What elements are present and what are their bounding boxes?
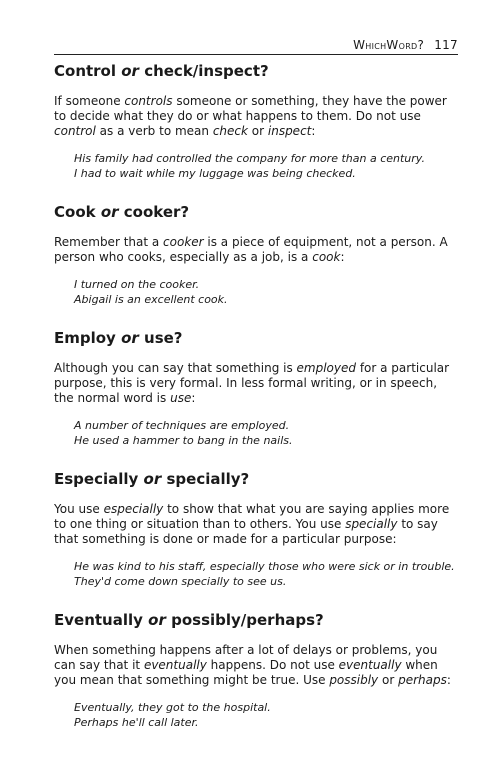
heading-word-a: Especially: [54, 470, 139, 488]
emphasized-word: possibly: [329, 673, 379, 687]
text-run: or: [378, 673, 399, 687]
emphasized-word: control: [54, 124, 96, 138]
entries-list: [54, 62, 458, 752]
example-sentence: He was kind to his staff, especially those who were sick or in trouble.: [74, 560, 455, 573]
text-run: :: [191, 391, 196, 405]
example-sentence: I turned on the cooker.: [74, 278, 200, 291]
usage-entry: [54, 203, 458, 307]
text-run: If someone: [54, 94, 125, 108]
example-sentence: He used a hammer to bang in the nails.: [74, 434, 293, 447]
text-run: happens. Do not use: [206, 658, 339, 672]
entry-explanation: [54, 643, 458, 688]
heading-word-a: Cook: [54, 203, 96, 221]
text-run: to say that something is done or made for a particular purpose:: [54, 517, 438, 546]
emphasized-word: cooker: [163, 235, 204, 249]
heading-or: or: [121, 62, 139, 80]
text-run: to show that what you are saying applies more to one thing or situation than to others. You use: [54, 502, 450, 531]
emphasized-word: cook: [312, 250, 341, 264]
text-run: when you mean that something might be true. Use: [54, 658, 438, 687]
entry-heading: [54, 203, 458, 221]
heading-or: or: [143, 470, 162, 488]
example-sentences: [74, 277, 458, 307]
usage-entry: [54, 611, 458, 730]
text-run: for a particular purpose, this is very formal. In less formal writing, or in speech, the normal word is: [54, 361, 450, 405]
text-run: :: [340, 250, 345, 264]
heading-word-a: Eventually: [54, 611, 143, 629]
example-sentence: His family had controlled the company for more than a century.: [74, 152, 425, 165]
heading-or: or: [100, 203, 119, 221]
heading-word-a: Employ: [54, 329, 116, 347]
example-sentence: Eventually, they got to the hospital.: [74, 701, 271, 714]
text-run: :: [311, 124, 316, 138]
emphasized-word: eventually: [338, 658, 402, 672]
entry-explanation: [54, 502, 458, 547]
example-sentence: A number of techniques are employed.: [74, 419, 290, 432]
page-number: 117: [434, 38, 458, 52]
text-run: someone or something, they have the power to decide what they do or what happens to them. Do not use: [54, 94, 447, 123]
entry-heading: [54, 611, 458, 629]
example-sentence: I had to wait while my luggage was being checked.: [74, 167, 356, 180]
emphasized-word: specially: [345, 517, 398, 531]
text-run: Although you can say that something is: [54, 361, 297, 375]
text-run: :: [446, 673, 451, 687]
entry-heading: [54, 470, 458, 488]
emphasized-word: use: [170, 391, 192, 405]
running-title: WhichWord?: [353, 38, 425, 52]
entry-heading: [54, 329, 458, 347]
text-run: You use: [54, 502, 104, 516]
running-header: [54, 34, 458, 55]
usage-entry: [54, 62, 458, 181]
heading-word-b: cooker?: [123, 203, 190, 221]
usage-entry: [54, 470, 458, 589]
example-sentence: They'd come down specially to see us.: [74, 575, 287, 588]
entry-explanation: [54, 235, 458, 265]
emphasized-word: perhaps: [398, 673, 447, 687]
heading-or: or: [148, 611, 166, 629]
emphasized-word: controls: [124, 94, 173, 108]
example-sentences: [74, 151, 458, 181]
heading-or: or: [121, 329, 139, 347]
heading-word-b: specially?: [166, 470, 250, 488]
text-run: or: [247, 124, 268, 138]
text-run: When something happens after a lot of delays or problems, you can say that it: [54, 643, 438, 672]
text-run: is a piece of equipment, not a person. A person who cooks, especially as a job, is a: [54, 235, 448, 264]
emphasized-word: employed: [296, 361, 356, 375]
heading-word-b: check/inspect?: [144, 62, 269, 80]
heading-word-a: Control: [54, 62, 117, 80]
emphasized-word: inspect: [267, 124, 312, 138]
text-run: as a verb to mean: [95, 124, 213, 138]
usage-entry: [54, 329, 458, 448]
entry-explanation: [54, 361, 458, 406]
emphasized-word: eventually: [143, 658, 207, 672]
text-run: Remember that a: [54, 235, 164, 249]
example-sentences: [74, 700, 458, 730]
entry-heading: [54, 62, 458, 80]
emphasized-word: especially: [103, 502, 164, 516]
entry-explanation: [54, 94, 458, 139]
emphasized-word: check: [212, 124, 248, 138]
heading-word-b: possibly/perhaps?: [171, 611, 324, 629]
heading-word-b: use?: [144, 329, 183, 347]
example-sentences: [74, 559, 458, 589]
example-sentence: Perhaps he'll call later.: [74, 716, 199, 729]
example-sentences: [74, 418, 458, 448]
example-sentence: Abigail is an excellent cook.: [74, 293, 228, 306]
